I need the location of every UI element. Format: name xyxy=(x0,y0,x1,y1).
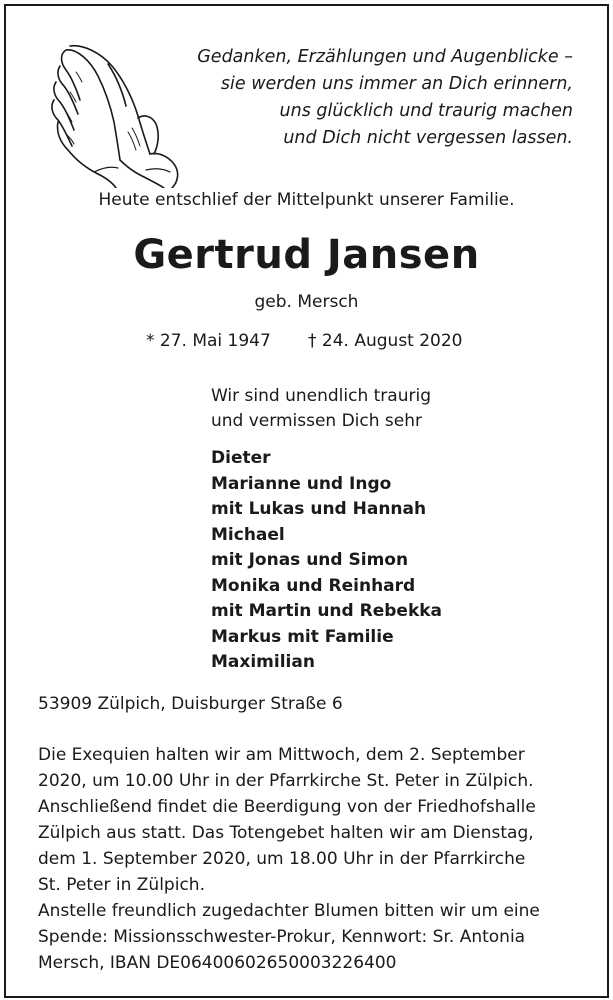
family-member: Markus mit Familie xyxy=(211,626,394,647)
service-line: Spende: Missionsschwester-Prokur, Kennwort: Sr. Antonia xyxy=(38,927,526,947)
poem xyxy=(197,44,573,152)
family-member: Michael xyxy=(211,524,285,545)
service-line: Mersch, IBAN DE06400602650003226400 xyxy=(38,953,397,973)
service-line: 2020, um 10.00 Uhr in der Pfarrkirche St. Peter in Zülpich. xyxy=(38,771,534,791)
poem-line: sie werden uns immer an Dich erinnern, xyxy=(220,74,573,94)
maiden-name: geb. Mersch xyxy=(254,292,359,312)
family-list xyxy=(211,446,442,676)
poem-line: uns glücklich und traurig machen xyxy=(279,101,573,121)
service-line: dem 1. September 2020, um 18.00 Uhr in der Pfarrkirche xyxy=(38,849,526,869)
poem-line: und Dich nicht vergessen lassen. xyxy=(283,128,573,148)
family-member: mit Jonas und Simon xyxy=(211,550,409,570)
family-member: Maximilian xyxy=(211,652,315,672)
service-line: Anstelle freundlich zugedachter Blumen bitten wir um eine xyxy=(38,901,540,921)
family-address: 53909 Zülpich, Duisburger Straße 6 xyxy=(38,694,343,714)
praying-hands-icon xyxy=(46,42,192,188)
service-line: Die Exequien halten wir am Mittwoch, dem 2. September xyxy=(38,745,525,765)
family-member: mit Lukas und Hannah xyxy=(211,499,427,519)
deceased-name: Gertrud Jansen xyxy=(133,232,480,278)
family-member: Monika und Reinhard xyxy=(211,575,416,596)
mourning-line: Wir sind unendlich traurig xyxy=(211,386,431,406)
service-line: Zülpich aus statt. Das Totengebet halten wir am Dienstag, xyxy=(38,823,534,843)
mourning-line: und vermissen Dich sehr xyxy=(211,411,423,431)
service-line: St. Peter in Zülpich. xyxy=(38,875,205,895)
mourning-text xyxy=(211,384,431,434)
service-line: Anschließend findet die Beerdigung von der Friedhofshalle xyxy=(38,797,536,817)
birth-date: * 27. Mai 1947 xyxy=(146,331,271,351)
death-date: † 24. August 2020 xyxy=(308,331,463,351)
intro-text: Heute entschlief der Mittelpunkt unserer Familie. xyxy=(98,190,515,210)
service-details xyxy=(38,742,588,976)
family-member: mit Martin und Rebekka xyxy=(211,601,443,621)
family-member: Dieter xyxy=(211,448,271,468)
family-member: Marianne und Ingo xyxy=(211,473,392,494)
poem-line: Gedanken, Erzählungen und Augenblicke – xyxy=(197,47,573,67)
